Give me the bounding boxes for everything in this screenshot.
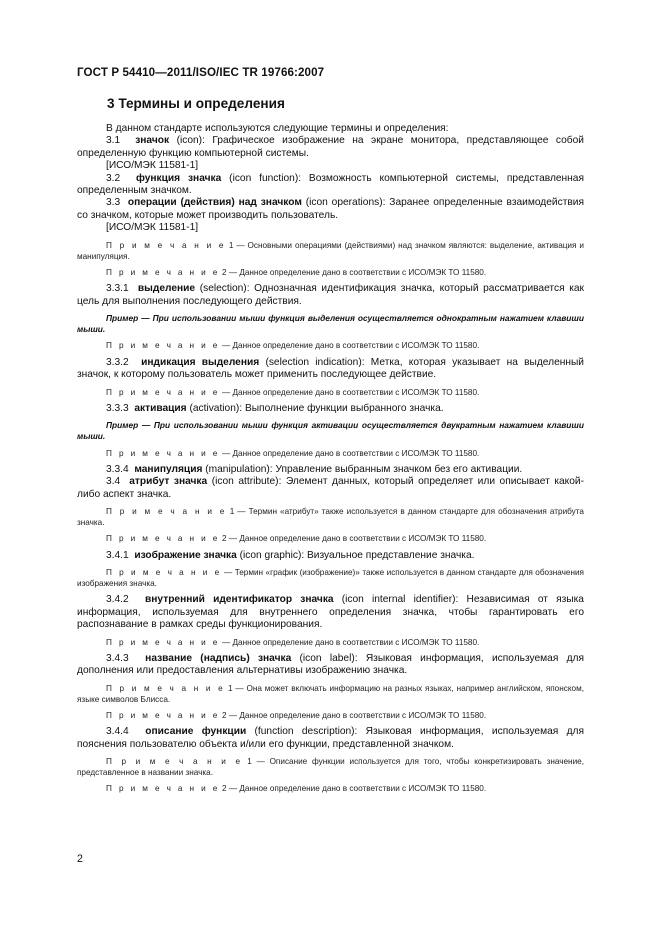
term-definition (77, 464, 584, 476)
term-definition (77, 357, 584, 382)
term-name: активация (134, 402, 187, 414)
note-label: П р и м е ч а н и е (106, 448, 220, 458)
note-label: П р и м е ч а н и е (106, 757, 243, 767)
term-name: значок (135, 135, 170, 147)
term-number: 3.4.1 (106, 549, 129, 561)
document-body (77, 123, 584, 795)
note-label: П р и м е ч а н и е (106, 637, 220, 647)
term-number: 3.3 (106, 197, 121, 209)
note (77, 567, 584, 589)
note-label: П р и м е ч а н и е (106, 506, 227, 516)
term-number: 3.2 (106, 172, 121, 184)
note-text: 1 — Основными операциями (действиями) над значком являются: выделение, активация и манипуляция. (77, 240, 584, 261)
note-label: П р и м е ч а н и е (106, 341, 220, 351)
term-name: описание функции (145, 726, 247, 738)
note-text: 2 — Данное определение дано в соответствии с ИСО/МЭК ТО 11580. (219, 711, 487, 720)
term-definition (77, 173, 584, 198)
term-number: 3.3.1 (106, 283, 129, 295)
note (77, 783, 584, 794)
note-text: — Данное определение дано в соответствии с ИСО/МЭК ТО 11580. (219, 448, 480, 458)
term-definition (77, 476, 584, 501)
reference: [ИСО/МЭК 11581-1] (106, 160, 199, 172)
note (77, 448, 584, 459)
note (77, 683, 584, 705)
term-text: (icon function): Возможность компьютерной системы, представленная определенным значком. (77, 172, 584, 197)
note-label: П р и м е ч а н и е (106, 683, 226, 693)
page-number: 2 (77, 853, 83, 865)
term-number: 3.4.4 (106, 726, 129, 738)
term-name: выделение (137, 283, 196, 295)
term-name: функция значка (135, 172, 222, 184)
note-label: П р и м е ч а н и е (106, 387, 220, 397)
term-definition (77, 594, 584, 631)
example-label: Пример — (106, 420, 151, 431)
example-text: При использовании мыши функция активации осуществляется двукратным нажатием клавиши мыши. (77, 420, 584, 442)
note-text: 1 — Описание функции используется для того, чтобы конкретизировать значение, представленное в названии значка. (77, 757, 584, 778)
note-text: — Данное определение дано в соответствии с ИСО/МЭК ТО 11580. (219, 341, 480, 351)
note-text: — Термин «график (изображение)» также используется в данном стандарте для обозначения изображения значка. (77, 567, 584, 589)
note-label: П р и м е ч а н и е (106, 711, 220, 720)
note (77, 533, 584, 544)
note-text: 2 — Данное определение дано в соответствии с ИСО/МЭК ТО 11580. (219, 534, 487, 544)
note-label: П р и м е ч а н и е (106, 268, 220, 278)
note-text: — Данное определение дано в соответствии с ИСО/МЭК ТО 11580. (219, 387, 480, 397)
term-definition (77, 135, 584, 160)
note (77, 340, 584, 351)
note-text: 1 — Термин «атрибут» также используется в данном стандарте для обозначения атрибута значка. (77, 506, 584, 528)
note-label: П р и м е ч а н и е (106, 534, 220, 544)
term-definition (77, 403, 584, 415)
note-label: П р и м е ч а н и е (106, 567, 222, 577)
term-text: (manipulation): Управление выбранным значком без его активации. (202, 463, 523, 475)
term-definition (77, 653, 584, 678)
term-definition (77, 550, 584, 562)
term-name: индикация выделения (141, 356, 260, 368)
term-name: операции (действия) над значком (127, 197, 302, 209)
note (77, 506, 584, 528)
example (77, 420, 584, 442)
term-name: изображение значка (134, 549, 237, 561)
term-text: (icon label): Языковая информация, используемая для дополнения или предоставления альтернативы изображению значка. (77, 652, 584, 677)
example-text: При использовании мыши функция выделения осуществляется однократным нажатием клавиши мыши. (77, 313, 584, 335)
note-text: 2 — Данное определение дано в соответствии с ИСО/МЭК ТО 11580. (219, 268, 487, 278)
term-text: (function description): Языковая информация, используемая для пояснения пользователю объекта и/или его функции, представленной значком. (77, 726, 584, 750)
term-name: внутренний идентификатор значка (145, 594, 334, 606)
term-text: (selection): Однозначная идентификация значка, который рассматривается как цель для выполнения последующего действия. (77, 283, 584, 307)
note-text: 2 — Данное определение дано в соответствии с ИСО/МЭК ТО 11580. (219, 784, 487, 794)
note (77, 387, 584, 398)
note (77, 267, 584, 278)
term-number: 3.4 (106, 476, 121, 488)
term-number: 3.4.3 (106, 652, 129, 664)
term-definition (77, 283, 584, 308)
term-text: (activation): Выполнение функции выбранного значка. (186, 402, 444, 414)
term-text: (icon attribute): Элемент данных, который определяет или описывает какой-либо аспект значка. (77, 476, 585, 500)
term-number: 3.3.4 (106, 463, 129, 475)
example (77, 313, 584, 335)
note (77, 240, 584, 262)
example-label: Пример — (106, 313, 150, 324)
note-text: 1 — Она может включать информацию на разных языках, например английском, японском, языке символов Блисса. (77, 683, 584, 704)
document-header: ГОСТ Р 54410—2011/ISO/IEC TR 19766:2007 (77, 66, 325, 79)
note (77, 756, 584, 778)
term-name: название (надпись) значка (145, 652, 292, 664)
note-label: П р и м е ч а н и е (106, 240, 226, 250)
note-label: П р и м е ч а н и е (106, 784, 220, 794)
term-number: 3.3.2 (106, 356, 129, 368)
note-text: — Данное определение дано в соответствии с ИСО/МЭК ТО 11580. (219, 637, 480, 647)
note (77, 710, 584, 721)
term-definition (77, 726, 584, 751)
term-text: (selection indication): Метка, которая указывает на выделенный значок, к которому пользователь может применить последующее действие. (77, 356, 584, 381)
term-number: 3.1 (106, 135, 121, 147)
term-text: (icon): Графическое изображение на экране монитора, представляющее собой определенную функцию компьютерной системы. (77, 135, 584, 159)
section-title: 3 Термины и определения (107, 96, 285, 111)
note (77, 637, 584, 648)
term-name: манипуляция (134, 463, 203, 475)
term-text: (icon internal identifier): Независимая от языка информация, используемая для внутреннего определения значка, чтобы гарантировать его распознавание в рамках среды функционирования. (77, 594, 584, 631)
term-name: атрибут значка (129, 476, 208, 488)
term-number: 3.3.3 (106, 402, 129, 414)
reference: [ИСО/МЭК 11581-1] (106, 222, 199, 234)
intro-paragraph: В данном стандарте используются следующие термины и определения: (106, 123, 449, 134)
term-definition (77, 197, 584, 222)
term-number: 3.4.2 (106, 594, 129, 606)
term-text: (icon graphic): Визуальное представление значка. (236, 549, 475, 561)
term-text: (icon operations): Заранее определенные взаимодействия со значком, которые может производить пользователь. (77, 197, 584, 221)
